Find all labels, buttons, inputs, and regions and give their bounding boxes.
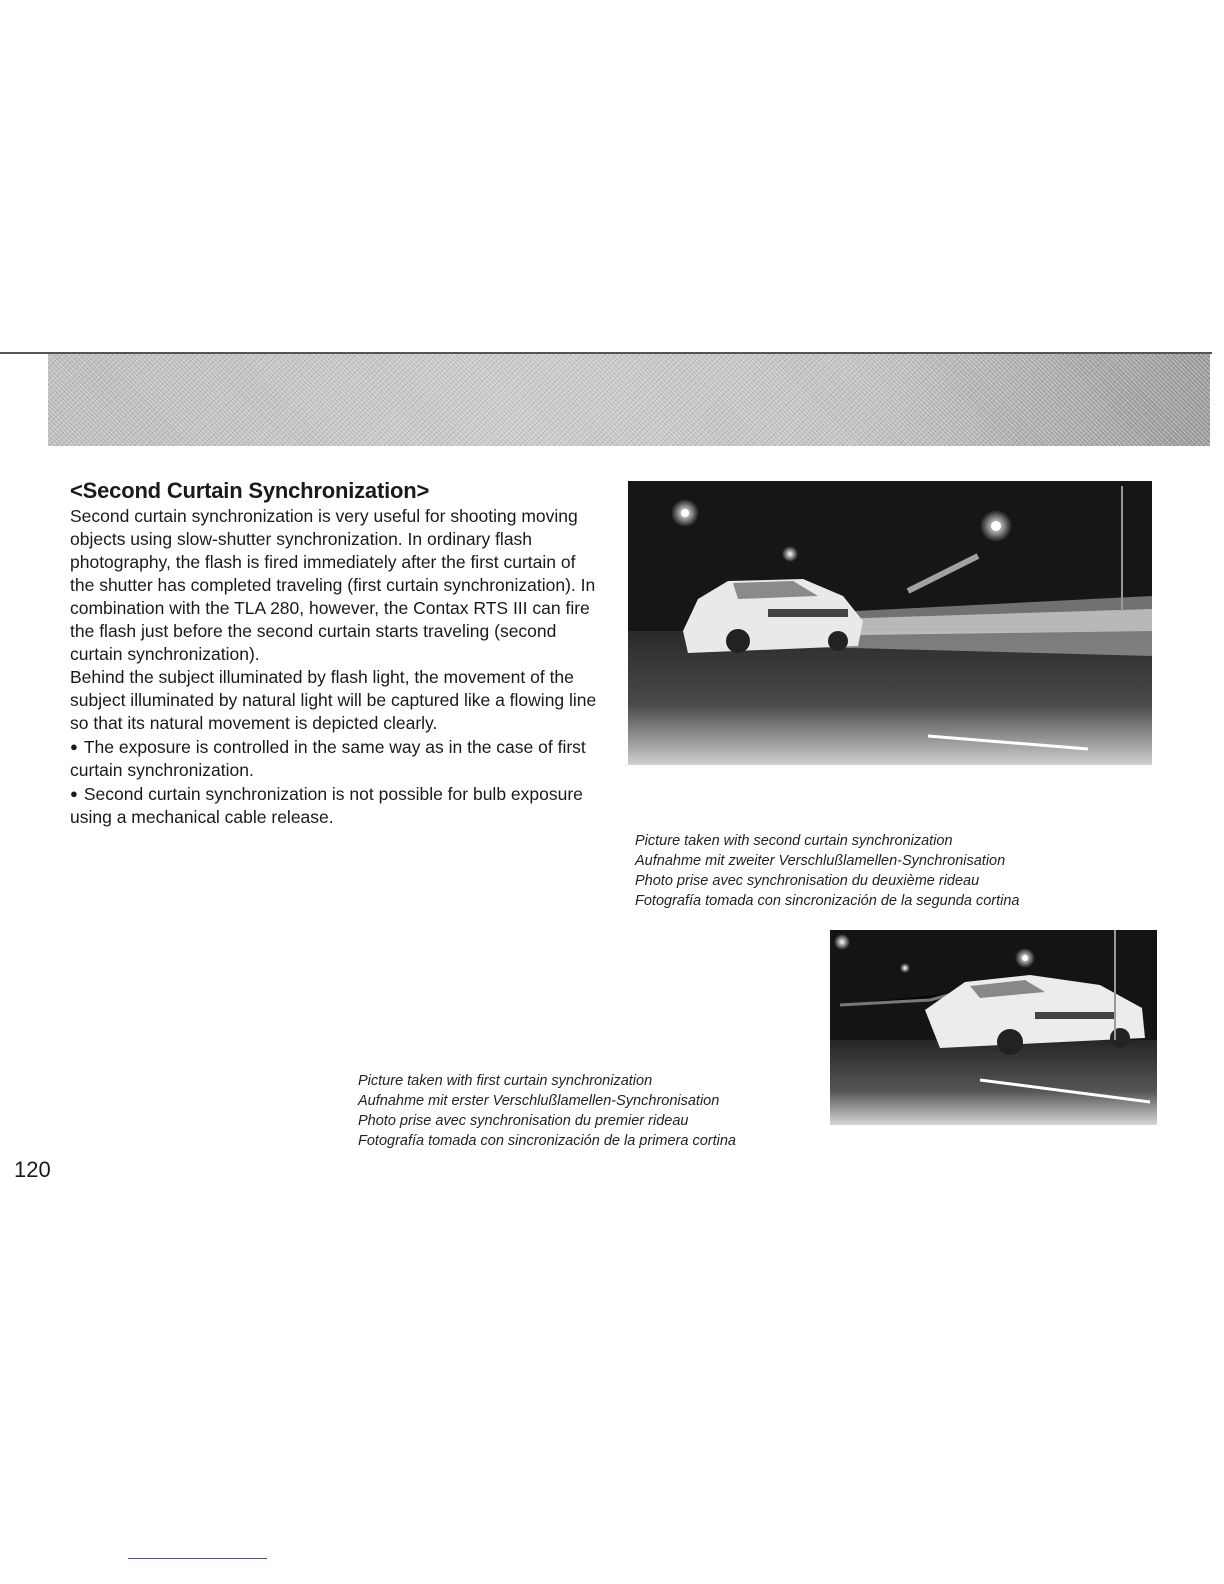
page-number: 120 [14, 1157, 51, 1182]
photo-first-curtain [830, 930, 1157, 1125]
caption-line-de: Aufnahme mit erster Verschlußlamellen-Synchronisation [358, 1093, 720, 1109]
title-close-bracket: > [416, 478, 430, 503]
title-open-bracket: < [70, 478, 83, 503]
bullet-item-2 [70, 782, 600, 829]
caption-second-curtain [635, 831, 1019, 911]
section-title [70, 478, 429, 504]
bullet-item-1 [70, 735, 600, 782]
bullet-text: The exposure is controlled in the same way as in the case of first curtain synchronization. [70, 737, 586, 780]
header-band [48, 354, 1210, 446]
photo-second-curtain [628, 481, 1152, 765]
caption-line-de: Aufnahme mit zweiter Verschlußlamellen-Synchronisation [635, 853, 1006, 869]
bullet-text: Second curtain synchronization is not possible for bulb exposure using a mechanical cable release. [70, 784, 583, 827]
caption-line-en: Picture taken with first curtain synchronization [358, 1073, 653, 1089]
bottom-rule [128, 1558, 267, 1559]
paragraph-2: Behind the subject illuminated by flash light, the movement of the subject illuminated by natural light will be captured like a flowing line so that its natural movement is depicted clearly. [70, 667, 597, 733]
bullet-icon: ● [70, 739, 78, 754]
caption-first-curtain [358, 1071, 736, 1151]
title-text: Second Curtain Synchronization [82, 478, 417, 503]
caption-line-es: Fotografía tomada con sincronización de la primera cortina [358, 1133, 736, 1149]
body-text [70, 505, 600, 829]
bullet-icon: ● [70, 786, 78, 801]
caption-line-fr: Photo prise avec synchronisation du premier rideau [358, 1113, 689, 1129]
caption-line-fr: Photo prise avec synchronisation du deuxième rideau [635, 873, 980, 889]
caption-line-es: Fotografía tomada con sincronización de la segunda cortina [635, 893, 1020, 909]
paragraph-1: Second curtain synchronization is very useful for shooting moving objects using slow-shutter synchronization. In ordinary flash photography, the flash is fired immediately after the first curtain of the shutter has completed traveling (first curtain synchronization). In combination with the TLA 280, however, the Contax RTS III can fire the flash just before the second curtain starts traveling (second curtain synchronization). [70, 506, 596, 664]
caption-line-en: Picture taken with second curtain synchronization [635, 833, 953, 849]
